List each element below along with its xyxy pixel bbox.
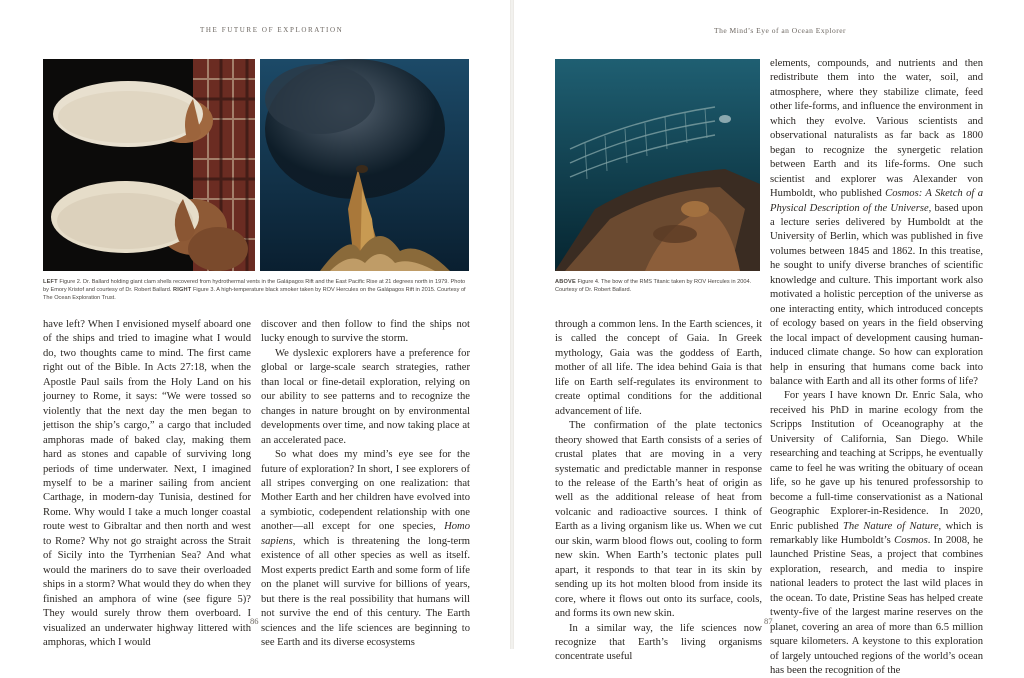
caption-label-above: ABOVE: [555, 279, 576, 285]
left-page: [0, 0, 510, 649]
figure-caption-left-page: [43, 278, 471, 303]
figure-caption-right-page: [555, 278, 760, 294]
body-column-2-right-page: [770, 57, 983, 678]
body-paragraph: We dyslexic explorers have a preference for global or large-scale search strategies, rather than local or fine-detail exploration, relying on our ability to see patterns and to recognize the changes in nature brought on by environmental developments over time, and now taking place at an accelerated pace.: [261, 347, 470, 446]
caption-text-left: Figure 2. Dr. Ballard holding giant clam shells recovered from hydrothermal vents in the Galápagos Rift and the East Pacific Rise at 21 degrees north in 1979. Photo by Emory Kristof and courtesy of Dr. Robert Ballard.: [43, 279, 466, 294]
body-paragraph: For years I have known Dr. Enric Sala, who received his PhD in marine ecology from the Scripps Institution of Oceanography at the University of California, San Diego. While researching and teaching at Scripps, he eventually came to feel he was writing the obituary of ocean life, so he gave up his tenured professorship to become a full-time conservationist as a National Geographic Explorer-in-Residence. In 2020, Enric published The Nature of Nature, which is remarkably like Humboldt’s Cosmos. In 2008, he launched Pristine Seas, a project that combines exploration, research, and media to inspire national leaders to protect the last wild places in the ocean. To date, Pristine Seas has helped create twenty-five of the largest marine reserves on the planet, covering an area of more than 6.5 million square kilometers. A keystone to this exploration of largely untouched regions of the world’s ocean has been the recognition of the: [770, 390, 984, 677]
running-head-right: The Mind’s Eye of an Ocean Explorer: [714, 26, 847, 35]
running-head-left: THE FUTURE OF EXPLORATION: [200, 26, 344, 34]
body-paragraph: elements, compounds, and nutrients and then redistribute them into the water, soil, and atmosphere, where they stabilize climate, feed other life-forms, and influence the environment in which they evolve. Various scientists and observational naturalists as far back as 1800 began to recognize the synergetic relation between Earth and its life-forms. One such scientist and explorer was Alexander von Humboldt, who published Cosmos: A Sketch of a Physical Description of the Universe, based upon a lecture series delivered by Humboldt at the University of Berlin, which was published in five volumes between 1845 and 1862. In this treatise, he sought to unify diverse branches of scientific knowledge and culture. This important work also motivated a holistic perception of the universe as one interacting entity, which introduced concepts of ecology based on years in the field observing the local impact of development causing human-induced climate change. So how can exploration help in ensuring that humans come back into balance with Earth and all its other forms of life?: [770, 58, 984, 387]
right-page: [514, 0, 1024, 677]
body-column-1-left-page: [43, 318, 251, 650]
body-paragraph: In a similar way, the life sciences now recognize that Earth’s living organisms concentrate useful: [555, 622, 762, 663]
caption-text-above: Figure 4. The bow of the RMS Titanic taken by ROV Hercules in 2004. Courtesy of Dr. Robert Ballard.: [555, 279, 752, 294]
body-column-1-right-page: [555, 318, 762, 665]
body-paragraph: So what does my mind’s eye see for the future of exploration? In short, I see explorers of all stripes converging on one realization: that Mother Earth and her children have evolved into a symbiotic, codependent relationship with one another—all except for one species, Homo sapiens, which is threatening the long-term existence of all other species as well as itself. Most experts predict Earth and some form of life on the planet will survive for billions of years, but there is the real possibility that humans will not survive the end of this century. The Earth sciences and the life sciences are beginning to see Earth and its diverse ecosystems: [261, 449, 470, 648]
caption-label-right: RIGHT: [172, 287, 192, 294]
photo-clam-shells: [43, 59, 255, 271]
caption-label-left: LEFT: [43, 279, 58, 285]
photo-black-smoker: [260, 59, 469, 271]
page-number-left: 86: [250, 616, 259, 626]
caption-text-right: Figure 3. A high-temperature black smoker taken by ROV Hercules on the Galápagos Rift in 2015. Courtesy of The Ocean Exploration Trust.: [43, 287, 466, 302]
body-column-2-left-page: [261, 318, 470, 650]
body-paragraph: The confirmation of the plate tectonics theory showed that Earth consists of a series of crustal plates that are moving in a very systematic and predictable manner in response to the release of the Earth’s heat of origin as well as the additional release of heat from volcanic and radioactive sources. I think of Earth as a living organism like us. When we cut our skin, warm blood flows out, cooling to form new skin. When Earth’s tectonic plates pull apart, it responds to that tear in its skin by sending up its hot molten blood from inside its core, where it flows out onto its surface, cools, and forms its own new skin.: [555, 420, 762, 620]
body-paragraph: through a common lens. In the Earth sciences, it is called the concept of Gaia. In Greek mythology, Gaia was the goddess of Earth, mother of all life. The idea behind Gaia is that life on Earth self-regulates its environment to create optimal conditions for the additional advancement of life.: [555, 319, 762, 417]
photo-titanic-bow: [555, 59, 760, 271]
body-paragraph: have left? When I envisioned myself aboard one of the ships and tried to imagine what I would do, two thoughts came to mind. The first came right out of the Bible. In Acts 27:18, when the Apostle Paul sails from the Holy Land on his journey to Rome, it says: “We were tossed so violently that the next day the men began to jettison the ship’s cargo,” a cargo that included amphoras made of baked clay, making them hard as stones and capable of surviving long periods of time underwater. Next, I imagined myself to be a mariner sailing from ancient Carthage, in modern-day Tunisia, destined for Rome. Why would I take a much longer coastal route west to Gibraltar and then north and west to Rome? Why not go straight across the Strait of Sicily into the Tyrrhenian Sea? And what would the mariners do to save their overloaded ships in a storm? What would they do when they finished an amphora of wine (see figure 5)? They would surely throw them overboard. I visualized an underwater highway littered with amphoras, which I would: [43, 319, 251, 648]
body-paragraph: discover and then follow to find the ships not lucky enough to survive the storm.: [261, 319, 470, 345]
page-number-right: 87: [764, 616, 773, 626]
